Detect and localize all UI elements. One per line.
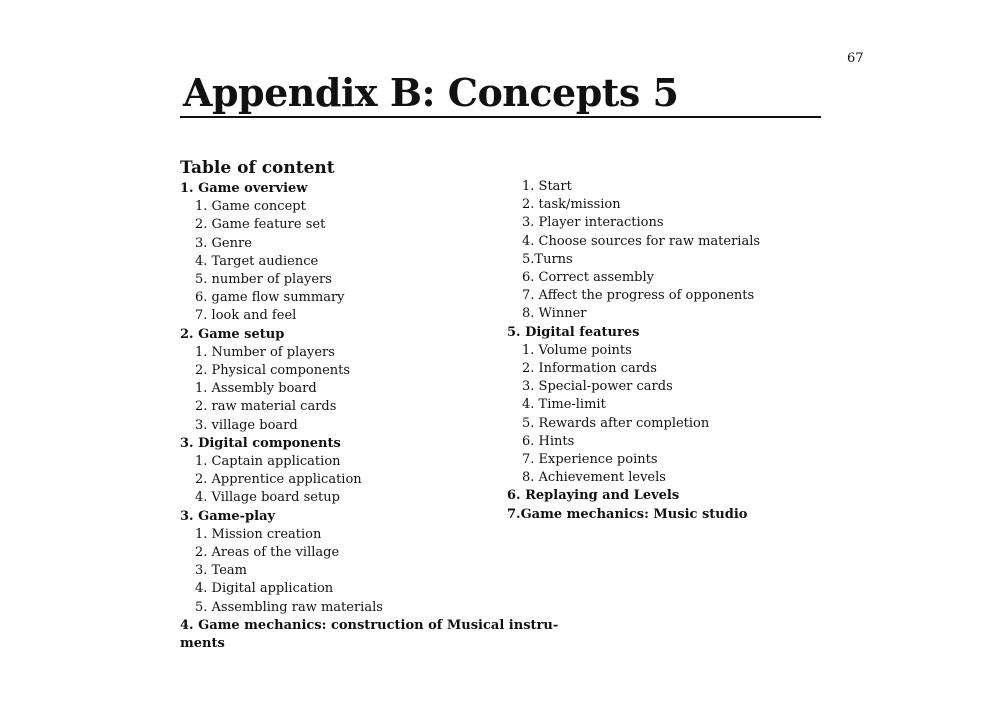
toc-entry: 3. Team: [195, 563, 247, 579]
toc-entry: 4. Choose sources for raw materials: [522, 233, 761, 249]
toc-right-column: [507, 178, 807, 524]
toc-entry: 7. look and feel: [195, 308, 297, 324]
toc-entry: 5. Assembling raw materials: [195, 599, 383, 615]
toc-entry: 5.Turns: [522, 251, 573, 267]
toc-entry: 7. Affect the progress of opponents: [522, 288, 755, 304]
toc-section-heading: 5. Digital features: [507, 324, 640, 340]
toc-entry: 3. village board: [195, 417, 298, 433]
page-title: Appendix B: Concepts 5: [183, 70, 679, 115]
toc-entry: 1. Game concept: [195, 199, 306, 215]
toc-entry: 6. Correct assembly: [522, 270, 655, 286]
toc-heading: Table of content: [180, 158, 335, 178]
toc-entry: 2. Information cards: [522, 361, 657, 377]
toc-section-heading: 3. Game-play: [180, 508, 276, 524]
toc-entry: 3. Player interactions: [522, 215, 664, 231]
toc-entry: 7. Experience points: [522, 452, 658, 468]
toc-entry: 2. Physical components: [195, 363, 351, 379]
page-number: 67: [847, 51, 864, 66]
toc-section-heading: 7.Game mechanics: Music studio: [507, 506, 748, 522]
toc-entry: 2. raw material cards: [195, 399, 337, 415]
toc-entry: 2. Areas of the village: [195, 545, 340, 561]
toc-entry: 6. game flow summary: [195, 290, 345, 306]
toc-entry: 4. Time-limit: [522, 397, 606, 413]
toc-entry: 4. Village board setup: [195, 490, 340, 506]
toc-entry: 2. Apprentice application: [195, 472, 362, 488]
toc-section-heading: 4. Game mechanics: construction of Musical instru- ments: [180, 617, 559, 652]
toc-entry: 5. Rewards after completion: [522, 415, 710, 431]
toc-entry: 8. Achievement levels: [522, 470, 666, 486]
toc-entry: 3. Special-power cards: [522, 379, 673, 395]
toc-entry: 1. Captain application: [195, 454, 341, 470]
toc-section-heading: 6. Replaying and Levels: [507, 488, 680, 504]
toc-entry: 4. Digital application: [195, 581, 334, 597]
toc-entry: 3. Genre: [195, 235, 252, 251]
toc-entry: 8. Winner: [522, 306, 587, 322]
toc-entry: 1. Number of players: [195, 344, 335, 360]
toc-entry: 1. Start: [522, 179, 572, 194]
toc-entry: 1. Mission creation: [195, 526, 322, 542]
toc-entry: 2. task/mission: [522, 197, 621, 213]
toc-section-heading: 1. Game overview: [180, 181, 308, 196]
toc-entry: 2. Game feature set: [195, 217, 326, 233]
toc-section-heading: 3. Digital components: [180, 435, 341, 451]
toc-entry: 1. Volume points: [522, 342, 632, 358]
toc-entry: 4. Target audience: [195, 253, 319, 269]
toc-entry: 1. Assembly board: [195, 381, 317, 397]
toc-entry: 5. number of players: [195, 272, 332, 288]
toc-section-heading: 2. Game setup: [180, 326, 285, 342]
title-divider: [180, 116, 821, 118]
toc-entry: 6. Hints: [522, 433, 575, 449]
